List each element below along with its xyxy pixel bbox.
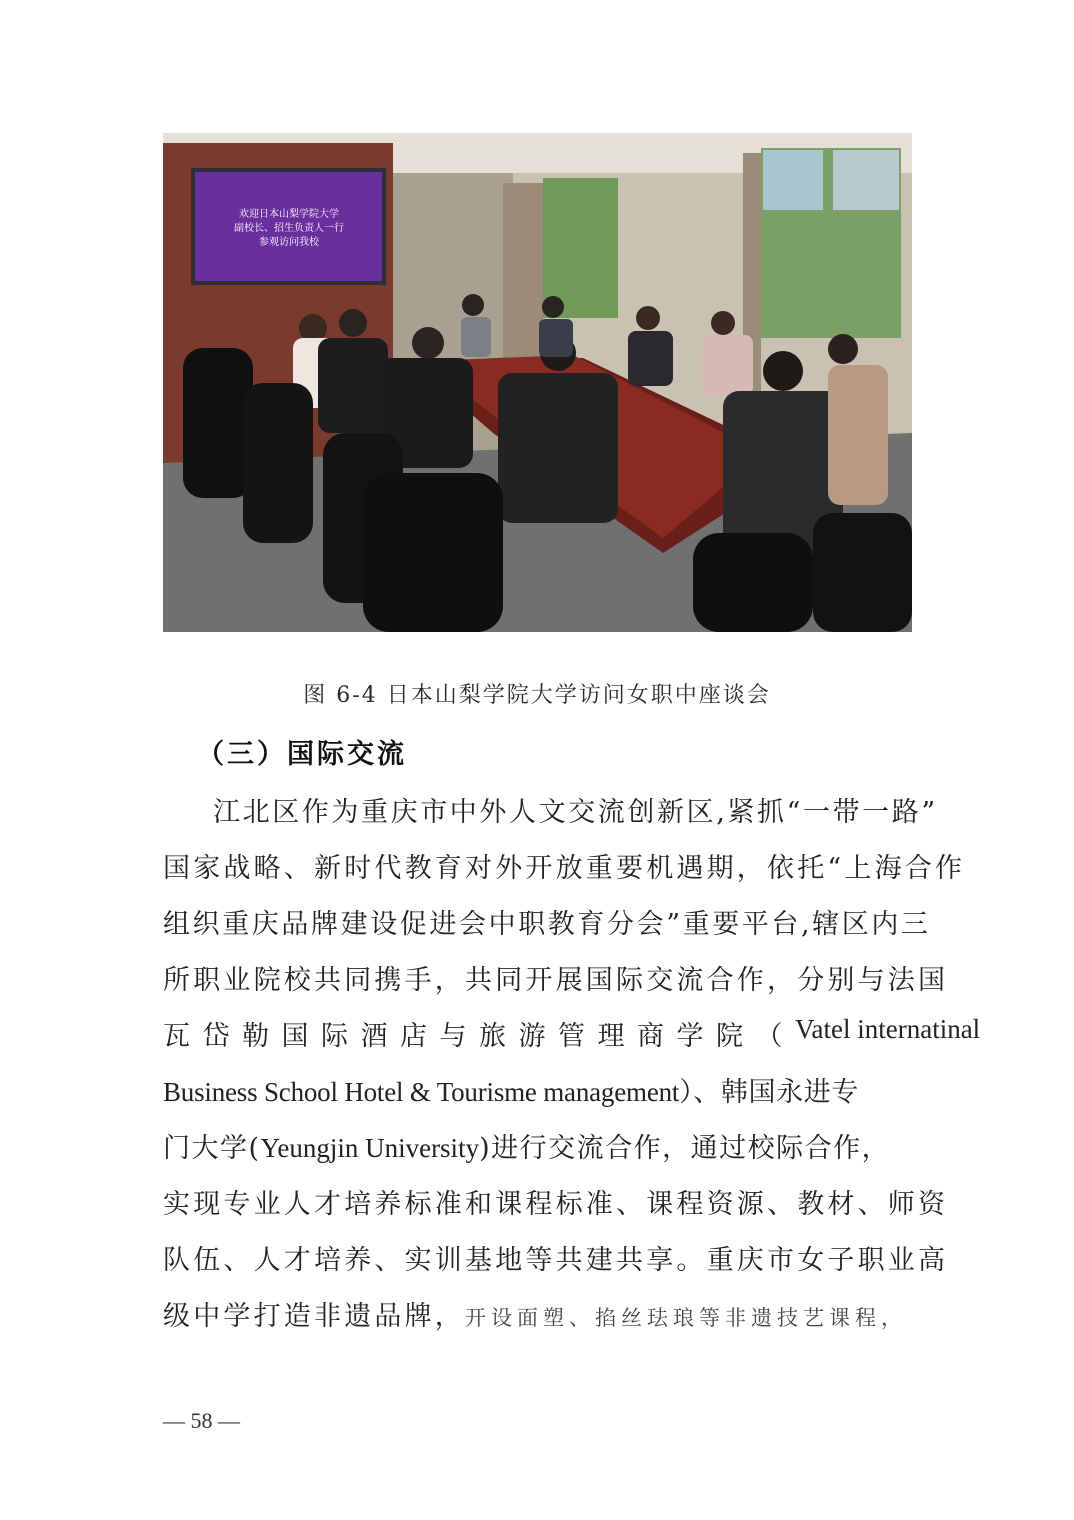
paragraph-text: 瓦岱勒国际酒店与旅游管理商学院（ (163, 1021, 795, 1052)
paragraph-line: 江北区作为重庆市中外人文交流创新区,紧抓“一带一路” (213, 797, 938, 828)
paragraph-line (163, 1014, 981, 1053)
paragraph-line (163, 1070, 912, 1109)
paragraph-text-en: Yeungjin University (260, 1133, 480, 1163)
paragraph-text: 门大学( (163, 1133, 261, 1164)
paragraph-line (163, 1294, 912, 1333)
paragraph-text-small: 开设面塑、掐丝珐琅等非遗技艺课程， (465, 1306, 907, 1330)
paragraph-text-en: Vatel internatinal (795, 1014, 981, 1044)
paragraph-line: 实现专业人才培养标准和课程标准、课程资源、教材、师资 (163, 1189, 949, 1220)
paragraph-line: 组织重庆品牌建设促进会中职教育分会”重要平台,辖区内三 (163, 909, 931, 940)
paragraph-text: ）、韩国永进专 (679, 1077, 859, 1108)
screen-line-3: 参观访问我校 (259, 237, 319, 248)
paragraph-line (163, 1126, 912, 1165)
screen-line-1: 欢迎日本山梨学院大学 (239, 209, 339, 220)
screen-line-2: 副校长、招生负责人一行 (234, 223, 344, 234)
paragraph-line: 所职业院校共同携手，共同开展国际交流合作，分别与法国 (163, 965, 949, 996)
paragraph-text: )进行交流合作，通过校际合作， (479, 1133, 891, 1164)
paragraph-line: 国家战略、新时代教育对外开放重要机遇期，依托“上海合作 (163, 853, 966, 884)
section-heading: （三）国际交流 (197, 739, 407, 770)
meeting-photo (163, 133, 912, 632)
paragraph-text: 级中学打造非遗品牌， (163, 1301, 465, 1332)
paragraph-line: 队伍、人才培养、实训基地等共建共享。重庆市女子职业高 (163, 1245, 949, 1276)
figure-caption: 图 6-4 日本山梨学院大学访问女职中座谈会 (303, 683, 771, 708)
paragraph-text-en: Business School Hotel & Tourisme management (163, 1077, 680, 1107)
page-number: — 58 — (163, 1408, 240, 1433)
